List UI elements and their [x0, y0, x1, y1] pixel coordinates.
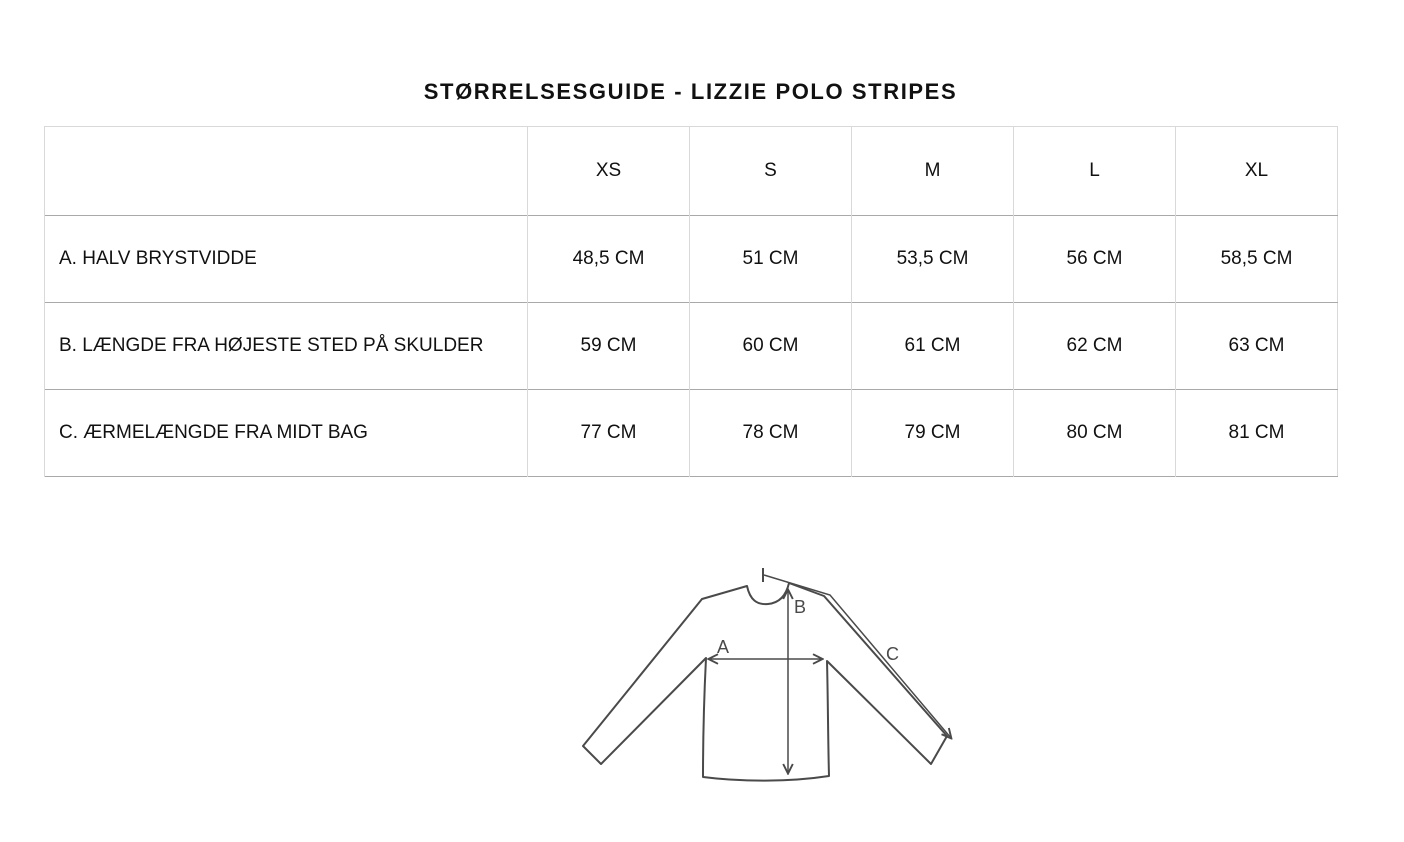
column-header-xs: XS	[528, 127, 690, 216]
size-value-cell: 56 CM	[1014, 216, 1176, 303]
size-value-cell: 58,5 CM	[1176, 216, 1338, 303]
size-value-cell: 77 CM	[528, 390, 690, 477]
table-corner-cell	[45, 127, 528, 216]
row-label-sleeve: C. ÆRMELÆNGDE FRA MIDT BAG	[45, 390, 528, 477]
column-header-m: M	[852, 127, 1014, 216]
size-value-cell: 53,5 CM	[852, 216, 1014, 303]
row-label-chest: A. HALV BRYSTVIDDE	[45, 216, 528, 303]
measure-c-line	[764, 575, 951, 738]
table-row-chest	[45, 216, 1338, 303]
size-value-cell: 60 CM	[690, 303, 852, 390]
table-row-sleeve	[45, 390, 1338, 477]
size-value-cell: 59 CM	[528, 303, 690, 390]
measure-label-a: A	[717, 637, 730, 657]
table-row-length	[45, 303, 1338, 390]
table-header-row	[45, 127, 1338, 216]
measure-label-b: B	[794, 597, 807, 617]
size-value-cell: 79 CM	[852, 390, 1014, 477]
size-value-cell: 48,5 CM	[528, 216, 690, 303]
size-value-cell: 80 CM	[1014, 390, 1176, 477]
page-title: STØRRELSESGUIDE - LIZZIE POLO STRIPES	[423, 79, 958, 104]
row-label-length: B. LÆNGDE FRA HØJESTE STED PÅ SKULDER	[45, 303, 528, 390]
size-value-cell: 78 CM	[690, 390, 852, 477]
size-value-cell: 51 CM	[690, 216, 852, 303]
size-value-cell: 62 CM	[1014, 303, 1176, 390]
column-header-l: L	[1014, 127, 1176, 216]
shirt-outline-drawing	[583, 583, 947, 781]
column-header-xl: XL	[1176, 127, 1338, 216]
size-value-cell: 61 CM	[852, 303, 1014, 390]
measure-label-c: C	[886, 644, 899, 664]
size-value-cell: 63 CM	[1176, 303, 1338, 390]
garment-measurement-diagram	[550, 545, 990, 810]
size-guide-table	[44, 126, 1338, 477]
column-header-s: S	[690, 127, 852, 216]
size-value-cell: 81 CM	[1176, 390, 1338, 477]
